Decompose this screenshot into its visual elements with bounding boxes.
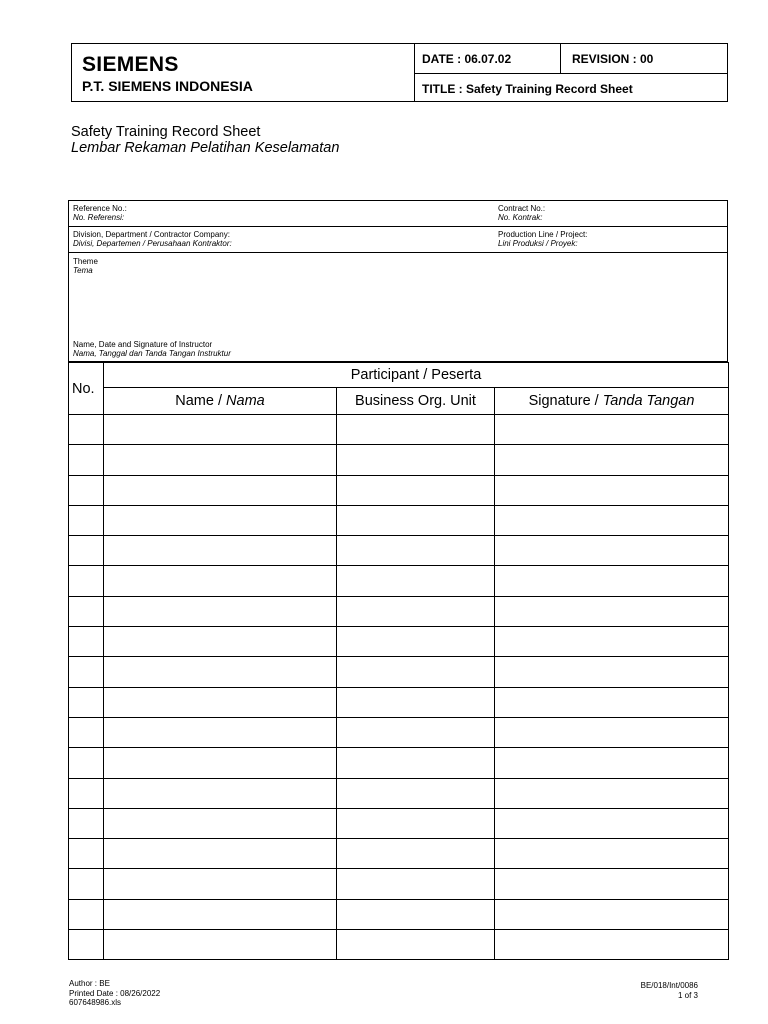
header-name bbox=[104, 388, 337, 415]
header-signature-en: Signature / bbox=[528, 393, 599, 410]
footer-right bbox=[641, 981, 698, 1000]
cell-business-unit[interactable] bbox=[337, 899, 495, 929]
cell-signature[interactable] bbox=[495, 415, 729, 445]
contract-label-en: Contract No.: bbox=[498, 204, 546, 213]
table-row bbox=[69, 415, 729, 445]
cell-name[interactable] bbox=[104, 596, 337, 626]
cell-business-unit[interactable] bbox=[337, 415, 495, 445]
cell-no[interactable] bbox=[69, 657, 104, 687]
cell-signature[interactable] bbox=[495, 657, 729, 687]
cell-no[interactable] bbox=[69, 445, 104, 475]
footer-author: Author : BE bbox=[69, 979, 110, 988]
reference-label-en: Reference No.: bbox=[73, 204, 127, 213]
cell-no[interactable] bbox=[69, 778, 104, 808]
cell-no[interactable] bbox=[69, 869, 104, 899]
cell-business-unit[interactable] bbox=[337, 808, 495, 838]
table-row bbox=[69, 808, 729, 838]
brand-cell bbox=[72, 44, 415, 101]
cell-no[interactable] bbox=[69, 839, 104, 869]
table-row bbox=[69, 566, 729, 596]
cell-name[interactable] bbox=[104, 717, 337, 747]
cell-name[interactable] bbox=[104, 475, 337, 505]
cell-business-unit[interactable] bbox=[337, 445, 495, 475]
cell-no[interactable] bbox=[69, 808, 104, 838]
table-row bbox=[69, 596, 729, 626]
cell-name[interactable] bbox=[104, 930, 337, 960]
header-name-id: Nama bbox=[222, 393, 265, 410]
cell-signature[interactable] bbox=[495, 930, 729, 960]
cell-business-unit[interactable] bbox=[337, 627, 495, 657]
siemens-logo: SIEMENS bbox=[82, 53, 179, 76]
cell-name[interactable] bbox=[104, 778, 337, 808]
cell-name[interactable] bbox=[104, 627, 337, 657]
title-field: TITLE : Safety Training Record Sheet bbox=[422, 82, 633, 96]
doc-title-english: Safety Training Record Sheet bbox=[71, 124, 261, 140]
cell-signature[interactable] bbox=[495, 505, 729, 535]
cell-business-unit[interactable] bbox=[337, 687, 495, 717]
table-row bbox=[69, 536, 729, 566]
cell-signature[interactable] bbox=[495, 627, 729, 657]
cell-signature[interactable] bbox=[495, 808, 729, 838]
table-row bbox=[69, 778, 729, 808]
cell-business-unit[interactable] bbox=[337, 536, 495, 566]
footer-page-number: 1 of 3 bbox=[677, 990, 698, 1000]
reference-label bbox=[73, 204, 127, 222]
cell-signature[interactable] bbox=[495, 445, 729, 475]
cell-no[interactable] bbox=[69, 475, 104, 505]
footer-file-name: 607648986.xls bbox=[69, 998, 122, 1007]
cell-no[interactable] bbox=[69, 596, 104, 626]
table-row bbox=[69, 717, 729, 747]
cell-name[interactable] bbox=[104, 445, 337, 475]
contract-label bbox=[498, 204, 545, 222]
table-row bbox=[69, 505, 729, 535]
footer-printed-date: Printed Date : 08/26/2022 bbox=[69, 988, 161, 998]
cell-business-unit[interactable] bbox=[337, 657, 495, 687]
header-no: No. bbox=[69, 363, 104, 415]
cell-signature[interactable] bbox=[495, 869, 729, 899]
header-name-en: Name / bbox=[175, 393, 223, 410]
cell-business-unit[interactable] bbox=[337, 717, 495, 747]
table-row bbox=[69, 869, 729, 899]
info-row-division bbox=[69, 227, 727, 253]
cell-name[interactable] bbox=[104, 657, 337, 687]
table-row bbox=[69, 899, 729, 929]
cell-no[interactable] bbox=[69, 415, 104, 445]
cell-signature[interactable] bbox=[495, 717, 729, 747]
instructor-label-id: Nama, Tanggal dan Tanda Tangan Instruktur bbox=[73, 349, 231, 358]
division-label-id: Divisi, Departemen / Perusahaan Kontraktor: bbox=[73, 239, 232, 248]
theme-label-en: Theme bbox=[73, 257, 98, 266]
cell-name[interactable] bbox=[104, 899, 337, 929]
theme-label bbox=[73, 257, 98, 275]
cell-name[interactable] bbox=[104, 505, 337, 535]
cell-name[interactable] bbox=[104, 869, 337, 899]
cell-no[interactable] bbox=[69, 899, 104, 929]
company-name: P.T. SIEMENS INDONESIA bbox=[82, 78, 253, 94]
header-participant: Participant / Peserta bbox=[104, 363, 729, 388]
table-row bbox=[69, 839, 729, 869]
cell-signature[interactable] bbox=[495, 475, 729, 505]
cell-no[interactable] bbox=[69, 748, 104, 778]
cell-business-unit[interactable] bbox=[337, 748, 495, 778]
cell-no[interactable] bbox=[69, 566, 104, 596]
info-row-reference bbox=[69, 201, 727, 227]
division-label-en: Division, Department / Contractor Company: bbox=[73, 230, 230, 239]
header-signature-id: Tanda Tangan bbox=[598, 393, 695, 410]
table-row bbox=[69, 930, 729, 960]
cell-name[interactable] bbox=[104, 687, 337, 717]
cell-signature[interactable] bbox=[495, 899, 729, 929]
cell-name[interactable] bbox=[104, 415, 337, 445]
revision-field: REVISION : 00 bbox=[561, 44, 727, 74]
cell-name[interactable] bbox=[104, 808, 337, 838]
production-label-id: Lini Produksi / Proyek: bbox=[498, 239, 578, 248]
cell-business-unit[interactable] bbox=[337, 869, 495, 899]
footer-doc-number: BE/018/Int/0086 bbox=[640, 981, 698, 990]
cell-signature[interactable] bbox=[495, 536, 729, 566]
cell-name[interactable] bbox=[104, 536, 337, 566]
info-box bbox=[68, 200, 728, 362]
instructor-label bbox=[73, 340, 231, 358]
cell-signature[interactable] bbox=[495, 778, 729, 808]
table-row bbox=[69, 627, 729, 657]
document-header bbox=[71, 43, 728, 102]
cell-no[interactable] bbox=[69, 717, 104, 747]
cell-name[interactable] bbox=[104, 748, 337, 778]
reference-label-id: No. Referensi: bbox=[73, 213, 125, 222]
cell-business-unit[interactable] bbox=[337, 566, 495, 596]
production-label-en: Production Line / Project: bbox=[498, 230, 588, 239]
cell-no[interactable] bbox=[69, 687, 104, 717]
cell-business-unit[interactable] bbox=[337, 930, 495, 960]
cell-signature[interactable] bbox=[495, 839, 729, 869]
cell-signature[interactable] bbox=[495, 748, 729, 778]
cell-business-unit[interactable] bbox=[337, 475, 495, 505]
header-signature bbox=[495, 388, 729, 415]
doc-title-indonesian: Lembar Rekaman Pelatihan Keselamatan bbox=[71, 140, 340, 156]
cell-no[interactable] bbox=[69, 536, 104, 566]
contract-label-id: No. Kontrak: bbox=[498, 213, 543, 222]
footer-left bbox=[69, 979, 160, 1008]
theme-label-id: Tema bbox=[73, 266, 93, 275]
cell-signature[interactable] bbox=[495, 566, 729, 596]
cell-business-unit[interactable] bbox=[337, 596, 495, 626]
table-row bbox=[69, 657, 729, 687]
table-row bbox=[69, 687, 729, 717]
cell-business-unit[interactable] bbox=[337, 839, 495, 869]
production-label bbox=[498, 230, 587, 248]
cell-signature[interactable] bbox=[495, 596, 729, 626]
cell-no[interactable] bbox=[69, 930, 104, 960]
cell-name[interactable] bbox=[104, 566, 337, 596]
table-row bbox=[69, 475, 729, 505]
cell-business-unit[interactable] bbox=[337, 505, 495, 535]
cell-signature[interactable] bbox=[495, 687, 729, 717]
table-row bbox=[69, 748, 729, 778]
instructor-label-en: Name, Date and Signature of Instructor bbox=[73, 340, 213, 349]
participant-table bbox=[68, 362, 729, 960]
cell-name[interactable] bbox=[104, 839, 337, 869]
division-label bbox=[73, 230, 232, 248]
date-field: DATE : 06.07.02 bbox=[415, 44, 561, 74]
cell-no[interactable] bbox=[69, 505, 104, 535]
table-row bbox=[69, 445, 729, 475]
cell-business-unit[interactable] bbox=[337, 778, 495, 808]
cell-no[interactable] bbox=[69, 627, 104, 657]
header-business-unit: Business Org. Unit bbox=[337, 388, 495, 415]
